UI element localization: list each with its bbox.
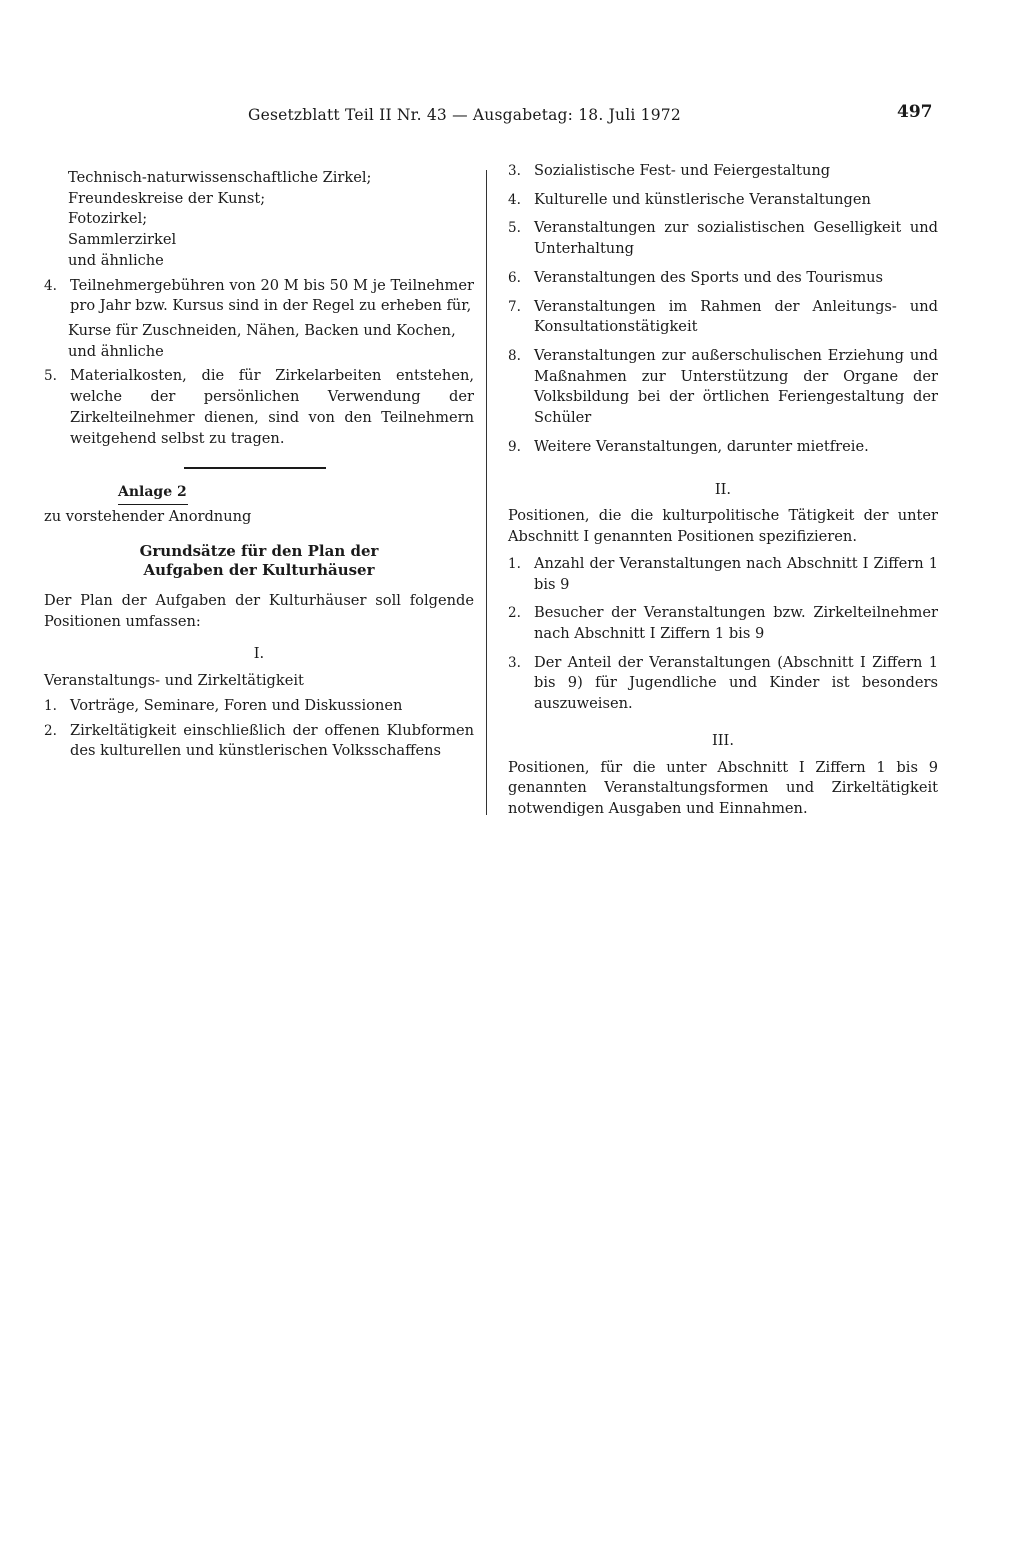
item-number: 3.	[508, 163, 521, 179]
item-text: Veranstaltungen im Rahmen der Anleitungs- und Konsultationstätigkeit	[534, 297, 938, 336]
list-line: Sammlerzirkel	[68, 231, 177, 249]
left-column	[44, 168, 474, 766]
anlage-underline	[118, 504, 188, 505]
item-text: Besucher der Veranstaltungen bzw. Zirkelteilnehmer nach Abschnitt I Ziffern 1 bis 9	[534, 604, 938, 642]
list-line: Technisch-naturwissenschaftliche Zirkel;	[68, 169, 372, 186]
list-item	[508, 218, 938, 259]
item-number: 5.	[508, 220, 521, 237]
list-line: Freundeskreise der Kunst;	[68, 189, 266, 207]
item-number: 1.	[508, 555, 521, 572]
list-item	[508, 190, 938, 211]
right-column	[508, 161, 938, 820]
sub-line: Kurse für Zuschneiden, Nähen, Backen und Kochen,	[68, 322, 456, 340]
item-text: Anzahl der Veranstaltungen nach Abschnitt I Ziffern 1 bis 9	[534, 554, 938, 593]
item-number: 3.	[508, 654, 521, 671]
item-number: 2.	[44, 722, 57, 739]
item-number: 5.	[44, 368, 57, 385]
item-number: 2.	[508, 605, 521, 622]
item-number: 4.	[44, 277, 57, 294]
list-item	[508, 437, 938, 458]
list-item	[508, 346, 938, 429]
zirkel-list	[44, 168, 474, 272]
sub-line: und ähnliche	[68, 342, 164, 360]
roman-heading-2: II.	[714, 480, 732, 498]
item-text: Zirkeltätigkeit einschließlich der offenen Klubformen des kulturellen und künstlerischen Volksschaffens	[70, 721, 474, 760]
page-number: 497	[897, 102, 933, 122]
subheading: Veranstaltungs- und Zirkeltätigkeit	[44, 672, 304, 690]
list-item	[508, 603, 938, 644]
roman-heading-3: III.	[712, 731, 734, 749]
page-header: Gesetzblatt Teil II Nr. 43 — Ausgabetag: 18. Juli 1972	[248, 106, 681, 124]
item-text: Kulturelle und künstlerische Veranstaltungen	[534, 190, 871, 208]
list-item	[508, 161, 938, 182]
section-paragraph: Positionen, für die unter Abschnitt I Ziffern 1 bis 9 genannten Veranstaltungsformen und Zirkeltätigkeit notwendigen Ausgaben und Einnahmen.	[508, 758, 938, 817]
item-text: Vorträge, Seminare, Foren und Diskussionen	[70, 696, 403, 714]
list-item	[44, 276, 474, 317]
item-number: 8.	[508, 348, 521, 365]
item-number: 4.	[508, 191, 521, 208]
list-item	[44, 721, 474, 762]
list-item	[508, 268, 938, 289]
item-text: Veranstaltungen zur außerschulischen Erziehung und Maßnahmen zur Unterstützung der Organe der Volksbildung bei der örtlichen Feriengestaltung der Schüler	[534, 347, 938, 427]
item-number: 9.	[508, 438, 521, 455]
item-number: 1.	[44, 697, 57, 714]
section-title: Grundsätze für den Plan der Aufgaben der Kulturhäuser	[139, 541, 379, 580]
item-text: Weitere Veranstaltungen, darunter mietfreie.	[534, 437, 869, 455]
item-text: Sozialistische Fest- und Feiergestaltung	[534, 162, 831, 179]
anlage-reference: zu vorstehender Anordnung	[44, 508, 252, 526]
item-text: Teilnehmergebühren von 20 M bis 50 M je Teilnehmer pro Jahr bzw. Kursus sind in der Regel zu erheben für,	[70, 276, 474, 315]
column-divider	[486, 170, 487, 815]
list-item	[508, 554, 938, 595]
section-rule	[184, 467, 326, 469]
list-item	[44, 696, 474, 717]
list-line: und ähnliche	[68, 251, 164, 269]
list-item	[508, 653, 938, 715]
anlage-label: Anlage 2	[118, 484, 187, 501]
item-text: Veranstaltungen des Sports und des Tourismus	[534, 268, 884, 286]
list-item	[44, 366, 474, 449]
item4-sub	[44, 321, 474, 362]
item-text: Materialkosten, die für Zirkelarbeiten entstehen, welche der persönlichen Verwendung der Zirkelteilnehmer dienen, sind von den Teilnehmern weitgehend selbst zu tragen.	[70, 367, 474, 447]
item-number: 6.	[508, 269, 521, 286]
list-line: Fotozirkel;	[68, 210, 148, 228]
item-number: 7.	[508, 298, 521, 315]
item-text: Veranstaltungen zur sozialistischen Geselligkeit und Unterhaltung	[534, 219, 938, 258]
section-paragraph: Positionen, die die kulturpolitische Tätigkeit der unter Abschnitt I genannten Positionen spezifizieren.	[508, 507, 938, 546]
roman-heading-1: I.	[253, 645, 265, 663]
list-item	[508, 297, 938, 338]
item-text: Der Anteil der Veranstaltungen (Abschnitt I Ziffern 1 bis 9) für Jugendliche und Kinder ist besonders auszuweisen.	[534, 653, 938, 713]
intro-paragraph: Der Plan der Aufgaben der Kulturhäuser soll folgende Positionen umfassen:	[44, 591, 474, 630]
